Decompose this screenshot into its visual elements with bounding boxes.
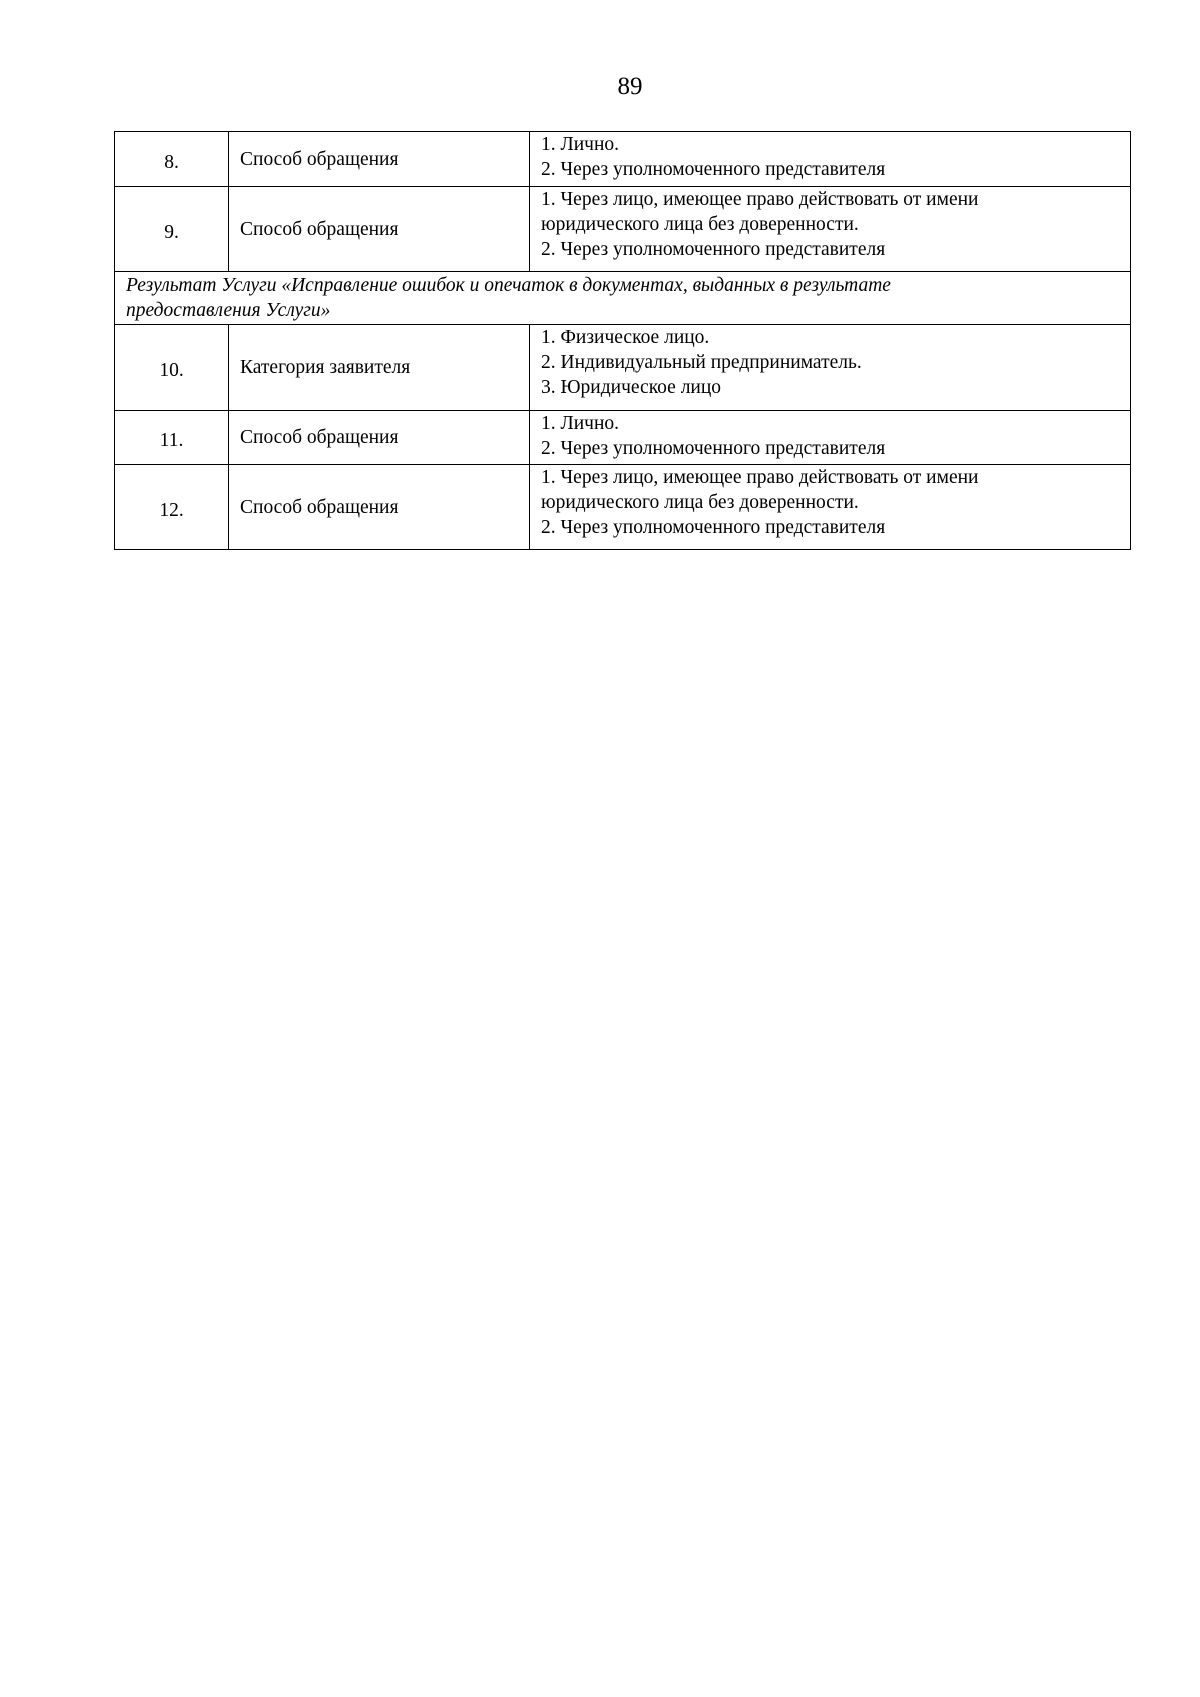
feature-name-cell: Категория заявителя <box>229 325 530 411</box>
applicant-categories-table <box>114 131 1131 550</box>
row-number-cell <box>115 325 229 411</box>
feature-values-cell <box>530 132 1131 187</box>
value-line: 2. Через уполномоченного представителя <box>541 438 886 459</box>
feature-name-cell: Способ обращения <box>229 465 530 550</box>
table-row <box>115 411 1131 465</box>
feature-values-cell <box>530 325 1131 411</box>
value-line: юридического лица без доверенности. <box>541 492 859 513</box>
row-number: 11. <box>159 430 184 451</box>
row-number: 8. <box>164 151 179 173</box>
table-row <box>115 465 1131 550</box>
row-number: 12. <box>159 499 184 521</box>
row-number: 9. <box>164 221 179 243</box>
section-title <box>115 272 1131 325</box>
section-title-line: предоставления Услуги» <box>126 300 331 321</box>
row-number-cell <box>115 132 229 187</box>
value-line: 1. Лично. <box>541 134 620 155</box>
table-row <box>115 187 1131 272</box>
value-line: 2. Через уполномоченного представителя <box>541 239 886 260</box>
value-line: 1. Через лицо, имеющее право действовать от имени <box>541 467 979 488</box>
section-title-line: Результат Услуги «Исправление ошибок и опечаток в документах, выданных в результате <box>126 275 891 296</box>
table-row <box>115 132 1131 187</box>
row-number: 10. <box>159 360 184 381</box>
feature-values-cell <box>530 411 1131 465</box>
feature-values-cell <box>530 187 1131 272</box>
page-number: 89 <box>617 73 643 100</box>
row-number-cell <box>115 411 229 465</box>
value-line: 2. Через уполномоченного представителя <box>541 159 886 180</box>
feature-name-cell: Способ обращения <box>229 411 530 465</box>
value-line: 2. Через уполномоченного представителя <box>541 517 886 538</box>
feature-name-cell: Способ обращения <box>229 187 530 272</box>
row-number-cell <box>115 465 229 550</box>
table-row <box>115 325 1131 411</box>
value-line: 2. Индивидуальный предприниматель. <box>541 352 862 373</box>
row-number-cell <box>115 187 229 272</box>
value-line: 1. Лично. <box>541 413 620 434</box>
value-line: 1. Через лицо, имеющее право действовать от имени <box>541 189 979 210</box>
section-header-row <box>115 272 1131 325</box>
feature-values-cell <box>530 465 1131 550</box>
value-line: 1. Физическое лицо. <box>541 327 710 348</box>
value-line: 3. Юридическое лицо <box>541 377 722 398</box>
feature-name-cell: Способ обращения <box>229 132 530 187</box>
value-line: юридического лица без доверенности. <box>541 214 859 235</box>
